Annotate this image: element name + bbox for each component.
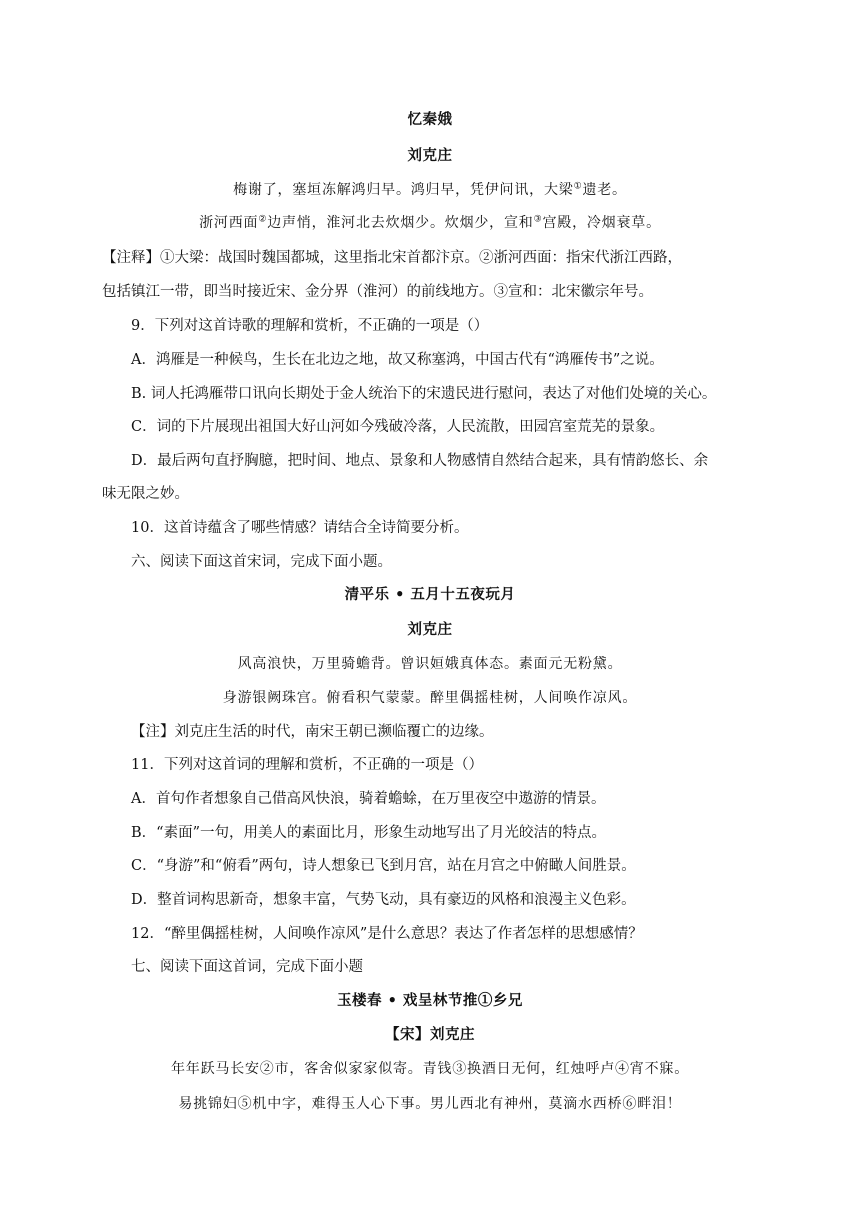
poem3-title: 玉楼春 • 戏呈林节推①乡兄: [337, 992, 523, 1009]
q10-stem: 10．这首诗蕴含了哪些情感？请结合全诗简要分析。: [131, 520, 469, 536]
poem1-line2-a: 浙河西面: [199, 215, 259, 231]
poem1-line1-text: 梅谢了，塞垣冻解鸿归早。鸿归早，凭伊问讯，大梁: [233, 182, 574, 198]
poem2-note: 【注】刘克庄生活的时代，南宋王朝已濒临覆亡的边缘。: [131, 724, 494, 740]
footnote-mark-3: ③: [533, 214, 543, 225]
q11-option-a: A．首句作者想象自己借高风快浪，骑着蟾蜍，在万里夜空中遨游的情景。: [131, 791, 606, 807]
section6-heading: 六、阅读下面这首宋词，完成下面小题。: [131, 554, 392, 570]
poem1-line1: [0, 180, 860, 200]
section7-heading: 七、阅读下面这首词，完成下面小题: [131, 959, 363, 975]
poem3-author: 【宋】刘克庄: [385, 1026, 475, 1043]
poem1-author: 刘克庄: [407, 147, 453, 164]
q9-option-b: B. 词人托鸿雁带口讯向长期处于金人统治下的宋遗民进行慰问，表达了对他们处境的关心。: [131, 386, 717, 402]
q9-stem: 9．下列对这首诗歌的理解和赏析，不正确的一项是（）: [131, 318, 489, 334]
q12-stem: 12．“醉里偶摇桂树，人间唤作凉风”是什么意思？表达了作者怎样的思想感情？: [131, 926, 643, 942]
q11-stem: 11．下列对这首词的理解和赏析，不正确的一项是（）: [131, 757, 483, 773]
poem1-note-line1: 【注释】①大梁：战国时魏国都城，这里指北宋首都汴京。②浙河西面：指宋代浙江西路，: [102, 250, 682, 266]
poem2-title: 清平乐 • 五月十五夜玩月: [344, 586, 516, 603]
poem3-line1: 年年跃马长安②市，客舍似家家似寄。青钱③换酒日无何，红烛呼卢④宵不寐。: [171, 1061, 689, 1077]
poem1-line1-end: 遗老。: [582, 182, 627, 198]
q9-option-d-line1: D．最后两句直抒胸臆，把时间、地点、景象和人物感情自然结合起来，具有情韵悠长、余: [131, 453, 709, 469]
poem1-title: 忆秦娥: [407, 111, 453, 128]
q11-option-d: D．整首词构思新奇，想象丰富，气势飞动，具有豪迈的风格和浪漫主义色彩。: [131, 892, 636, 908]
poem2-line2: 身游银阙珠宫。俯看积气蒙蒙。醉里偶摇桂树，人间唤作凉风。: [222, 690, 638, 706]
poem1-line2-b: 边声悄，淮河北去炊烟少。炊烟少，宣和: [267, 215, 534, 231]
q11-option-b: B．“素面”一句，用美人的素面比月，形象生动地写出了月光皎洁的特点。: [131, 825, 606, 841]
poem2-line1: 风高浪快，万里骑蟾背。曾识姮娥真体态。素面元无粉黛。: [237, 656, 623, 672]
q9-option-c: C．词的下片展现出祖国大好山河如今残破冷落，人民流散，田园宫室荒芜的景象。: [131, 419, 665, 435]
footnote-mark-1: ①: [573, 181, 583, 192]
poem1-line2-c: 宫殿，冷烟衰草。: [542, 215, 661, 231]
q9-option-a: A．鸿雁是一种候鸟，生长在北边之地，故又称塞鸿，中国古代有“鸿雁传书”之说。: [131, 352, 664, 368]
q11-option-c: C．“身游”和“俯看”两句，诗人想象已飞到月宫，站在月宫之中俯瞰人间胜景。: [131, 858, 636, 874]
poem1-note-line2: 包括镇江一带，即当时接近宋、金分界（淮河）的前线地方。③宣和：北宋徽宗年号。: [102, 284, 653, 300]
poem2-author: 刘克庄: [407, 621, 453, 638]
footnote-mark-2: ②: [258, 214, 268, 225]
q9-option-d-line2: 味无限之妙。: [102, 486, 189, 502]
poem3-line2: 易挑锦妇⑤机中字，难得玉人心下事。男儿西北有神州，莫滴水西桥⑥畔泪！: [178, 1096, 682, 1112]
poem1-line2: [0, 213, 860, 233]
